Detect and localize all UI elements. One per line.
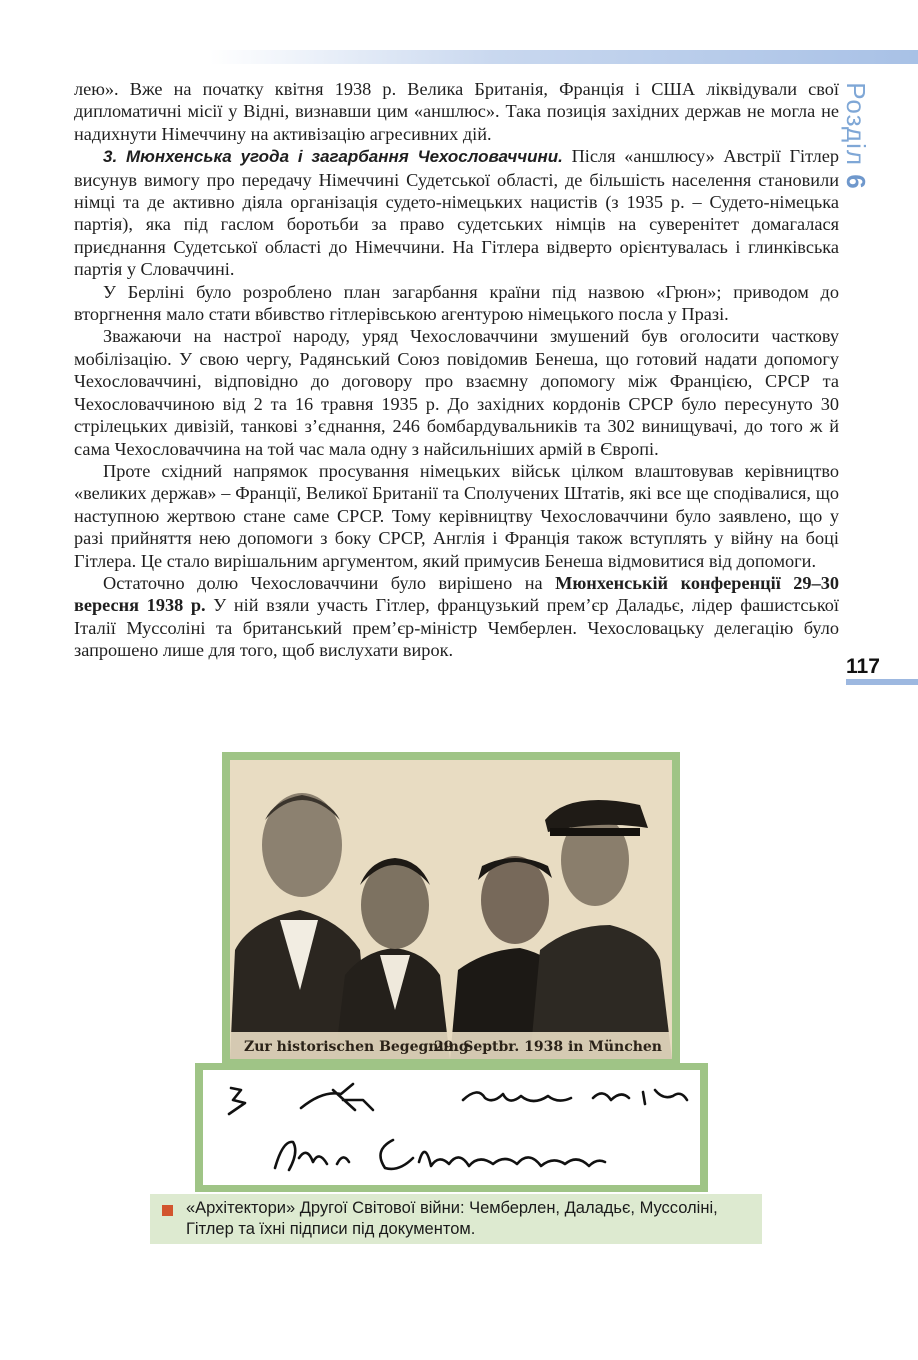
handwritten-signatures [203, 1070, 700, 1185]
paragraph-2-text: Після «аншлюсу» Австрії Гітлер висунув вимогу про передачу Німеччині Судетської області, де більшість населення становили німці та де активно діяла організація судето-німецьких нацистів (з 1935 р. – Судето-німецька партія), яка під гаслом боротьби за право судетських німців на суверенітет домагалася приєднання Судетської області до Німеччини. На Гітлера відверто орієнтувалась і глинківська партія у Словаччині. [74, 146, 840, 280]
signature-1 [229, 1088, 245, 1114]
chapter-side-label [836, 76, 876, 196]
photo-caption-right: 29. Septbr. 1938 in München [434, 1039, 662, 1055]
conference-bold-text: Мюнхенській конференції 29–30 вересня 1938 р. [74, 572, 839, 616]
leaders-portrait-illustration [230, 760, 672, 1059]
signature-4a [275, 1142, 349, 1170]
historical-photo [230, 760, 672, 1059]
paragraph-6-end: У ній взяли участь Гітлер, французький прем’єр Даладьє, лідер фашистської Італії Муссоліні та британський прем’єр-міністр Чемберлен. Чехословацьку делегацію було запрошено лише для того, щоб вислухати вирок. [74, 595, 839, 661]
chapter-number: 6 [841, 174, 871, 190]
section-heading: 3. Мюнхенська угода і загарбання Чехословаччини. [103, 147, 563, 167]
caption-bullet-square [162, 1205, 173, 1216]
figure-caption-box [150, 1194, 762, 1244]
paragraph-6 [74, 572, 839, 662]
chapter-label: Розділ [841, 82, 871, 167]
signature-date-text: September 30. 1938 [503, 1110, 514, 1111]
paragraph-5: Проте східний напрямок просування німецьких військ цілком влаштовував керівництво «великих держав» – Франції, Великої Британії та Сполучених Штатів, які все ще сподівалися, що наступною жертвою стане саме СРСР. Тому керівництву Чехословаччини було заявлено, що у разі прийняття нею допомоги з боку СРСР, Англія і Франція також вступлять у війну на боці Гітлера. Це стало вирішальним аргументом, який примусив Бенеша відмовитися від допомоги. [74, 460, 839, 571]
signatures-image [203, 1070, 700, 1185]
paragraph-3: У Берліні було розроблено план загарбання країни під назвою «Грюн»; приводом до вторгнення мало стати вбивство гітлерівською агентурою німецького посла у Празі. [74, 281, 839, 325]
paragraph-1: лею». Вже на початку квітня 1938 р. Велика Британія, Франція і США ліквідували свої дипломатичні місії у Відні, визнавши цим «аншлюс». Така позиція західних держав не могла не надихнути Німеччину на активізацію агресивних дій. [74, 79, 839, 144]
page-number: 117 [846, 655, 880, 678]
top-decoration-bar [210, 50, 918, 64]
paragraph-2 [74, 145, 839, 280]
photo-caption-left: Zur historischen Begegnung [244, 1039, 469, 1055]
paragraph-6-start: Остаточно долю Чехословаччини було вирішено на [103, 572, 556, 593]
page-number-bar [846, 679, 918, 685]
signature-3 [463, 1090, 687, 1104]
signature-2 [301, 1084, 373, 1110]
body-text [74, 78, 839, 662]
figure-caption-text: «Архітектори» Другої Світової війни: Чемберлен, Даладьє, Муссоліні, Гітлер та їхні підписи під документом. [186, 1199, 718, 1238]
signature-4b [381, 1140, 606, 1169]
paragraph-4: Зважаючи на настрої народу, уряд Чехословаччини змушений був оголосити часткову мобілізацію. У свою чергу, Радянський Союз повідомив Бенеша, що готовий надати допомогу Чехословаччині, відповідно до договору про взаємну допомогу між Францією, СРСР та Чехословаччиною від 2 та 16 травня 1935 р. До західних кордонів СРСР було пересунуто 30 стрілецьких дивізій, танкові з’єднання, 246 бомбардувальників та 302 винищувачі, до того ж й сама Чехословаччина на той час мала одну з найсильніших армій в Європі. [74, 326, 839, 459]
